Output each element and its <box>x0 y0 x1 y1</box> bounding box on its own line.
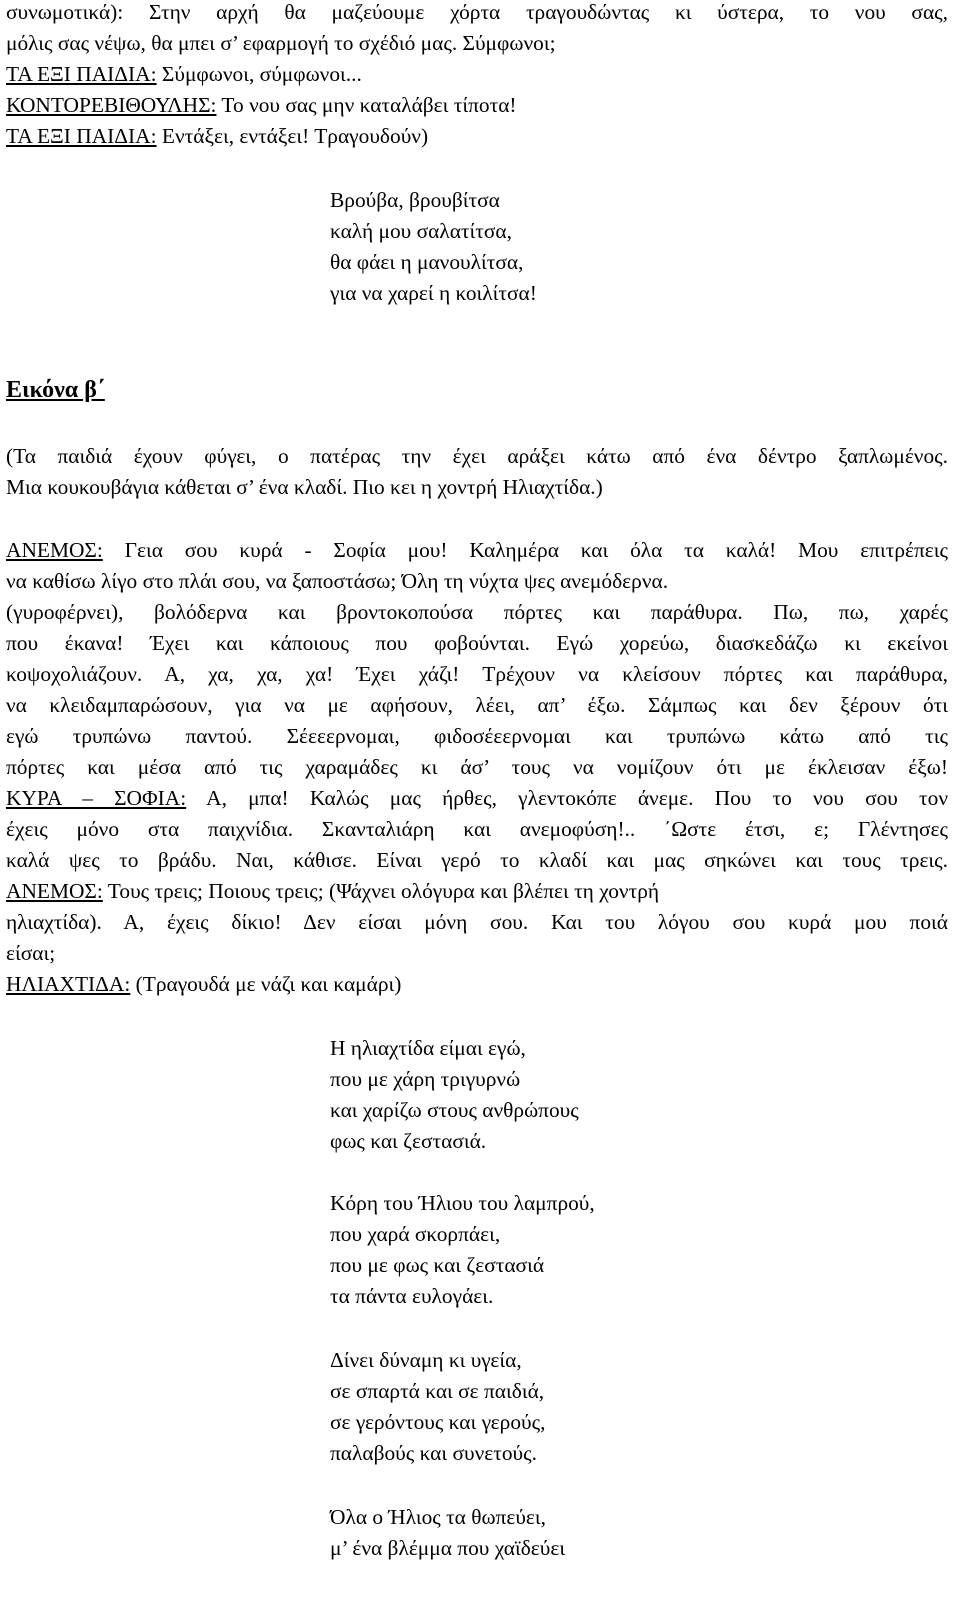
verse-line: που με φως και ζεστασιά <box>330 1253 545 1277</box>
dialogue-text: Σύμφωνοι, σύμφωνοι... <box>156 62 362 86</box>
speaker-name: ΑΝΕΜΟΣ: <box>6 879 103 903</box>
dialogue-line <box>6 974 401 995</box>
dialogue-line: (γυροφέρνει), βολόδερνα και βροντοκοπούσα πόρτες και παράθυρα. Πω, πω, χαρές <box>6 600 948 624</box>
dialogue-line <box>6 95 517 116</box>
text-line: συνωμοτικά): Στην αρχή θα μαζεύουμε χόρτα τραγουδώντας κι ύστερα, το νου σας, <box>6 0 948 24</box>
verse-line: Η ηλιαχτίδα είμαι εγώ, <box>330 1036 526 1060</box>
speaker-name: ΚΥΡΑ – ΣΟΦΙΑ: <box>6 786 187 810</box>
dialogue-line: ηλιαχτίδα). Α, έχεις δίκιο! Δεν είσαι μόνη σου. Και του λόγου σου κυρά μου ποιά <box>6 910 948 934</box>
verse-line: θα φάει η μανουλίτσα, <box>330 250 524 274</box>
speaker-name: ΑΝΕΜΟΣ: <box>6 538 103 562</box>
verse-line: Βρούβα, βρουβίτσα <box>330 188 500 212</box>
dialogue-text: (Τραγουδά με νάζι και καμάρι) <box>130 972 402 996</box>
speaker-name: ΚΟΝΤΟΡΕΒΙΘΟΥΛΗΣ: <box>6 93 217 117</box>
speaker-name: ΗΛΙΑΧΤΙΔΑ: <box>6 972 131 996</box>
verse-line: Δίνει δύναμη κι υγεία, <box>330 1348 522 1372</box>
dialogue-line <box>6 881 659 902</box>
verse-line: Κόρη του Ήλιου του λαμπρού, <box>330 1191 595 1215</box>
text-line: μόλις σας νέψω, θα μπει σ’ εφαρμογή το σχέδιό μας. Σύμφωνοι; <box>6 31 556 55</box>
dialogue-line: πόρτες και μέσα από τις χαραμάδες κι άσ’ τους να νομίζουν ότι με έκλεισαν έξω! <box>6 755 948 779</box>
speaker-name: ΤΑ ΕΞΙ ΠΑΙΔΙΑ: <box>6 62 157 86</box>
dialogue-line <box>6 788 948 809</box>
verse-line: παλαβούς και συνετούς. <box>330 1441 537 1465</box>
verse-line: καλή μου σαλατίτσα, <box>330 219 512 243</box>
dialogue-line: που έκανα! Έχει και κάποιους που φοβούνται. Εγώ χορεύω, διασκεδάζω κι εκείνοι <box>6 631 948 655</box>
dialogue-text: Τους τρεις; Ποιους τρεις; (Ψάχνει ολόγυρα και βλέπει τη χοντρή <box>102 879 660 903</box>
dialogue-line: εγώ τρυπώνω παντού. Σέεεερνομαι, φιδοσέεερνομαι και τρυπώνω κάτω από τις <box>6 724 948 748</box>
dialogue-text: Γεια σου κυρά - Σοφία μου! Καλημέρα και όλα τα καλά! Μου επιτρέπεις <box>102 538 948 562</box>
document-page <box>6 0 954 1600</box>
verse-line: φως και ζεστασιά. <box>330 1129 487 1153</box>
stage-direction-line: (Τα παιδιά έχουν φύγει, ο πατέρας την έχει αράξει κάτω από ένα δέντρο ξαπλωμένος. <box>6 444 948 468</box>
scene-heading: Εικόνα β΄ <box>6 377 105 403</box>
dialogue-line <box>6 64 362 85</box>
verse-line: μ’ ένα βλέμμα που χαϊδεύει <box>330 1536 566 1560</box>
dialogue-line: καλά ψες το βράδυ. Ναι, κάθισε. Είναι γερό το κλαδί και μας σηκώνει και τους τρεις. <box>6 848 948 872</box>
verse-line: που χαρά σκορπάει, <box>330 1222 501 1246</box>
verse-line: και χαρίζω στους ανθρώπους <box>330 1098 579 1122</box>
dialogue-line: να καθίσω λίγο στο πλάι σου, να ξαποστάσω; Όλη τη νύχτα ψες ανεμόδερνα. <box>6 569 669 593</box>
verse-line: που με χάρη τριγυρνώ <box>330 1067 521 1091</box>
dialogue-line: έχεις μόνο στα παιχνίδια. Σκανταλιάρη και ανεμοφύση!.. ΄Ωστε έτσι, ε; Γλέντησες <box>6 817 948 841</box>
dialogue-line <box>6 540 948 561</box>
verse-line: σε σπαρτά και σε παιδιά, <box>330 1379 545 1403</box>
speaker-name: ΤΑ ΕΞΙ ΠΑΙΔΙΑ: <box>6 124 157 148</box>
dialogue-line: να κλειδαμπαρώσουν, για να με αφήσουν, λέει, απ’ έξω. Σάμπως και δεν ξέρουν ότι <box>6 693 948 717</box>
verse-line: για να χαρεί η κοιλίτσα! <box>330 281 537 305</box>
verse-line: τα πάντα ευλογάει. <box>330 1284 494 1308</box>
dialogue-line <box>6 126 428 147</box>
dialogue-text: Εντάξει, εντάξει! Τραγουδούν) <box>156 124 429 148</box>
verse-line: σε γερόντους και γερούς, <box>330 1410 546 1434</box>
verse-line: Όλα ο Ήλιος τα θωπεύει, <box>330 1505 547 1529</box>
dialogue-text: Α, μπα! Καλώς μας ήρθες, γλεντοκόπε άνεμε. Που το νου σου τον <box>186 786 948 810</box>
dialogue-text: Το νου σας μην καταλάβει τίποτα! <box>216 93 517 117</box>
stage-direction-line: Μια κουκουβάγια κάθεται σ’ ένα κλαδί. Πιο κει η χοντρή Ηλιαχτίδα.) <box>6 475 603 499</box>
dialogue-line: είσαι; <box>6 941 56 965</box>
dialogue-line: κοψοχολιάζουν. Α, χα, χα, χα! Έχει χάζι! Τρέχουν να κλείσουν πόρτες και παράθυρα, <box>6 662 948 686</box>
